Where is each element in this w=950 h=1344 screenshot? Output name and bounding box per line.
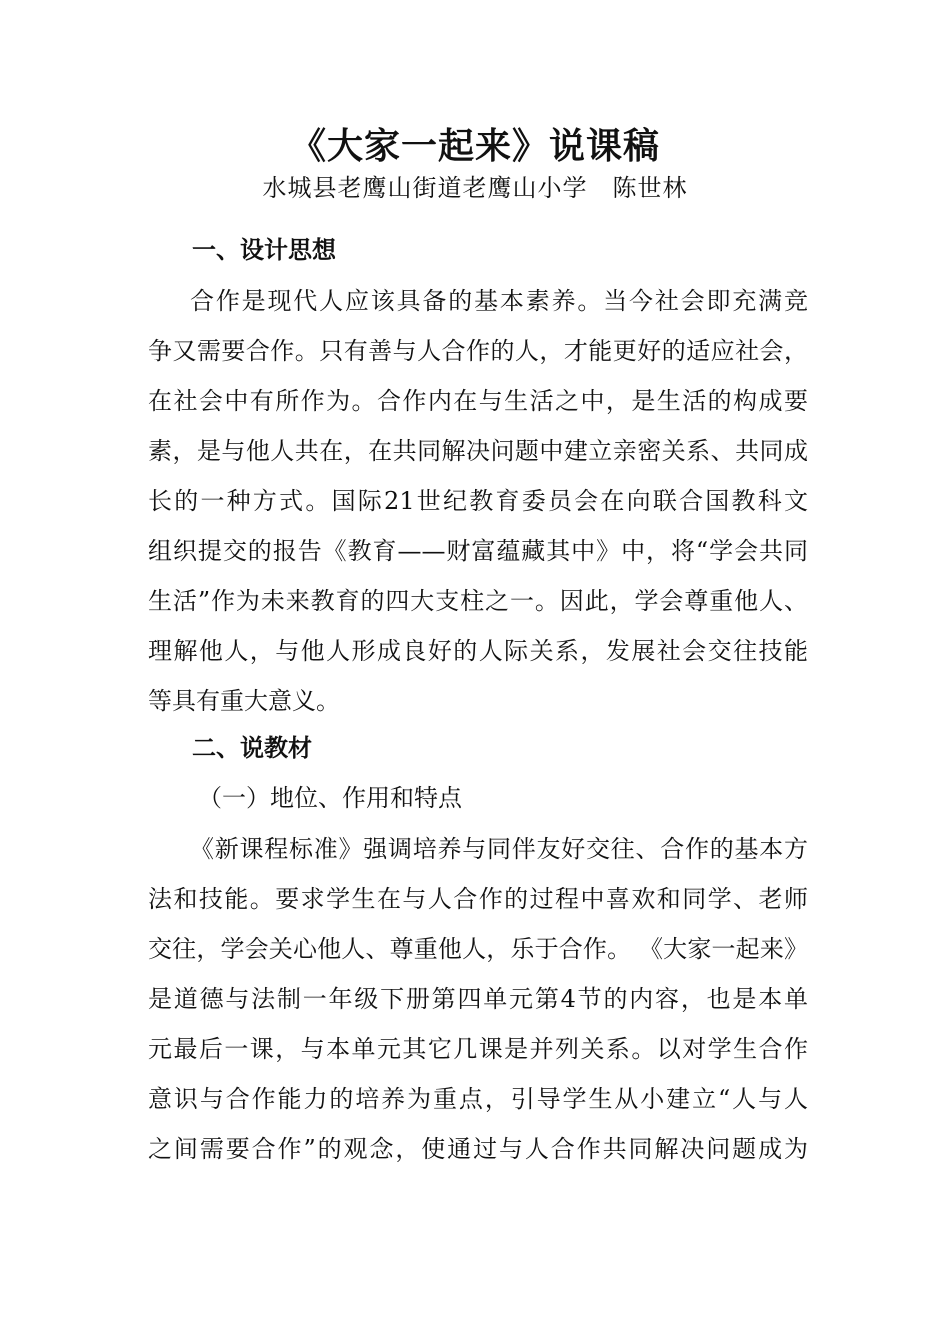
section-paragraph-textbook <box>148 824 808 1174</box>
paragraph-line: 在社会中有所作为。合作内在与生活之中，是生活的构成要 <box>148 387 808 415</box>
paragraph-line: 是道德与法制一年级下册第四单元第4节的内容，也是本单 <box>148 985 808 1013</box>
paragraph-line: 等具有重大意义。 <box>148 687 340 715</box>
paragraph-line: 生活”作为未来教育的四大支柱之一。因此，学会尊重他人、 <box>148 587 808 615</box>
paragraph-line: 《新课程标准》强调培养与同伴友好交往、合作的基本方 <box>190 835 808 863</box>
section-heading-design-idea: 一、设计思想 <box>192 236 336 264</box>
paragraph-line: 之间需要合作”的观念，使通过与人合作共同解决问题成为 <box>148 1135 808 1163</box>
section-paragraph-design-idea <box>148 276 808 726</box>
section-subheading-position: （一）地位、作用和特点 <box>198 784 462 812</box>
document-byline: 水城县老鹰山街道老鹰山小学 陈世林 <box>262 174 688 202</box>
paragraph-line: 组织提交的报告《教育——财富蕴藏其中》中，将“学会共同 <box>148 537 808 565</box>
paragraph-line: 交往，学会关心他人、尊重他人，乐于合作。 《大家一起来》 <box>148 935 808 963</box>
paragraph-line: 素，是与他人共在，在共同解决问题中建立亲密关系、共同成 <box>148 437 808 465</box>
paragraph-line: 争又需要合作。只有善与人合作的人，才能更好的适应社会， <box>148 337 808 365</box>
paragraph-line: 理解他人，与他人形成良好的人际关系，发展社会交往技能 <box>148 637 808 665</box>
paragraph-line: 合作是现代人应该具备的基本素养。当今社会即充满竞 <box>190 287 808 315</box>
section-heading-textbook: 二、说教材 <box>192 734 312 762</box>
paragraph-line: 元最后一课，与本单元其它几课是并列关系。以对学生合作 <box>148 1035 808 1063</box>
document-title: 《大家一起来》说课稿 <box>289 126 660 167</box>
paragraph-line: 法和技能。要求学生在与人合作的过程中喜欢和同学、老师 <box>148 885 808 913</box>
paragraph-line: 意识与合作能力的培养为重点，引导学生从小建立“人与人 <box>148 1085 808 1113</box>
paragraph-line: 长的一种方式。国际21世纪教育委员会在向联合国教科文 <box>148 487 808 515</box>
